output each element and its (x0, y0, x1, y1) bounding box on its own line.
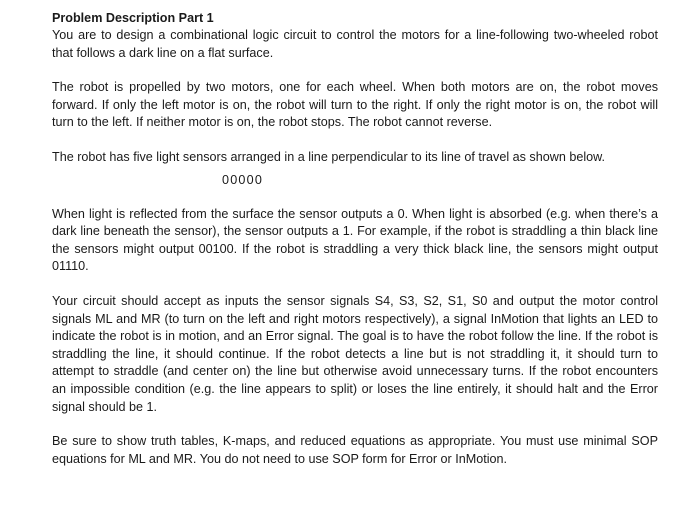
paragraph-sensor-output: When light is reflected from the surface the sensor outputs a 0. When light is absorbed (e.g. when there’s a dark line beneath the sensor), the sensor outputs a 1. For example, if the robot is straddling a thin black line the sensors might output 00100. If the robot is straddling a very thick black line, the sensors might output 01110. (52, 206, 658, 274)
sensor-diagram: 00000 (222, 172, 264, 187)
paragraph-sensors: The robot has five light sensors arranged in a line perpendicular to its line of travel as shown below. (52, 149, 606, 164)
paragraph-deliverables: Be sure to show truth tables, K-maps, and reduced equations as appropriate. You must use minimal SOP equations for ML and MR. You do not need to use SOP form for Error or InMotion. (52, 434, 658, 466)
page-title: Problem Description Part 1 (52, 11, 214, 25)
paragraph-circuit-requirements: Your circuit should accept as inputs the sensor signals S4, S3, S2, S1, S0 and output the motor control signals ML and MR (to turn on the left and right motors respectively), a signal InMotion that lights an LED to indicate the robot is in motion, and an Error signal. The goal is to have the robot follow the line. If the robot is straddling the line, it should continue. If the robot detects a line but is not straddling it, it should turn to attempt to straddle (and center on) the line but otherwise avoid unnecessary turns. If the robot encounters an impossible condition (e.g. the line appears to split) or loses the line entirely, it should halt and the Error signal should be 1. (52, 293, 658, 414)
paragraph-motors: The robot is propelled by two motors, one for each wheel. When both motors are on, the robot moves forward. If only the left motor is on, the robot will turn to the right. If only the right motor is on, the robot will turn to the left. If neither motor is on, the robot stops. The robot cannot reverse. (52, 80, 658, 130)
paragraph-intro: You are to design a combinational logic circuit to control the motors for a line-following two-wheeled robot that follows a dark line on a flat surface. (52, 28, 658, 60)
